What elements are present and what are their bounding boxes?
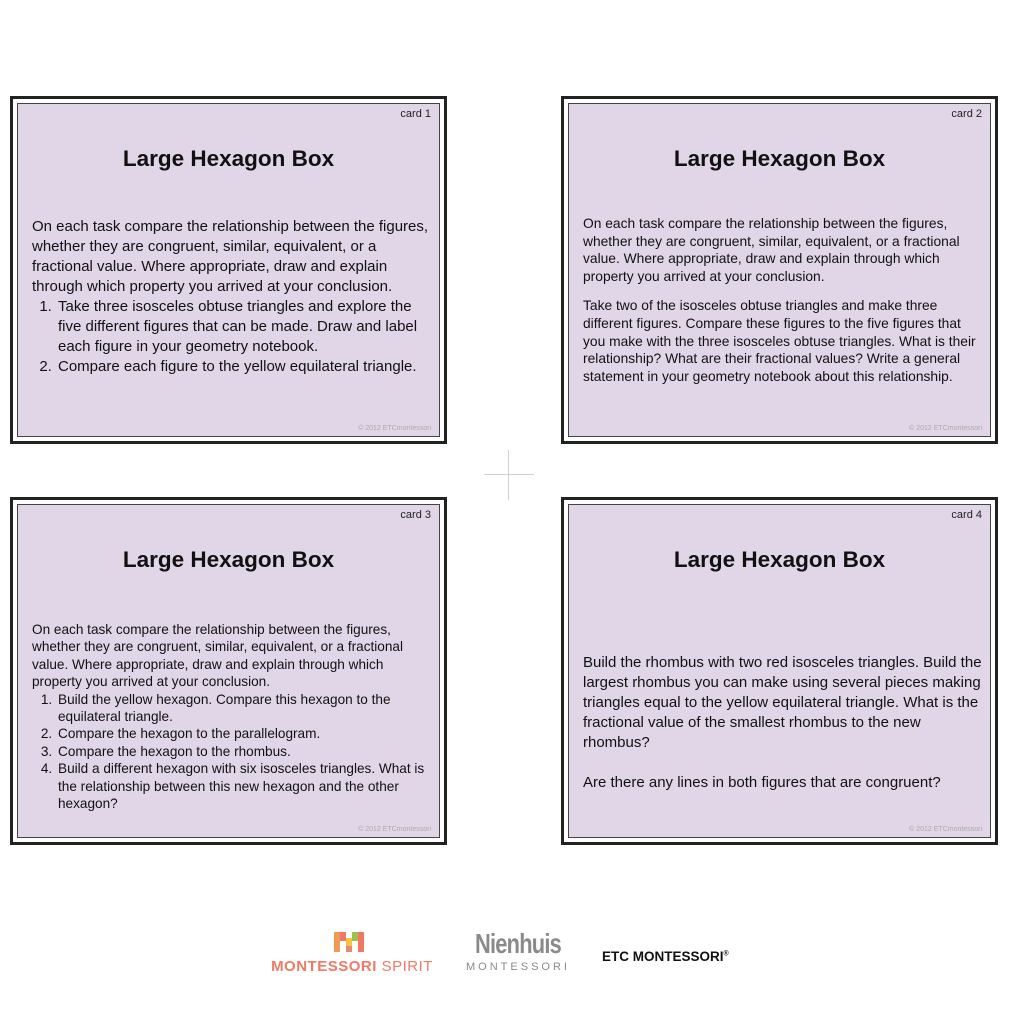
card-title: Large Hexagon Box <box>673 146 886 171</box>
card-body <box>32 217 431 377</box>
card-question: Are there any lines in both figures that are congruent? <box>583 774 941 791</box>
card-paragraph: Take two of the isosceles obtuse triangles and make three different figures. Compare these figures to the five figures that you make with the three isosceles obtuse triangles. What is their relationship? What are their fractional values? Write a general statement in your geometry notebook about this relationship. <box>583 298 976 384</box>
task-item: 3. Compare the hexagon to the rhombus. <box>56 743 431 760</box>
montessori-spirit-mark-icon <box>334 930 370 954</box>
etc-name: ETC MONTESSORI <box>602 949 724 964</box>
crosshair-divider <box>484 450 534 500</box>
card-body <box>583 653 982 793</box>
card-body <box>32 621 431 812</box>
card-intro: On each task compare the relationship between the figures, whether they are congruent, similar, equivalent, or a fractional value. Where appropriate, draw and explain through which property you arrived at your conclusion. <box>32 218 429 295</box>
nienhuis-logo <box>462 930 574 978</box>
nienhuis-subtitle: MONTESSORI <box>466 961 570 973</box>
task-card-2 <box>561 96 998 444</box>
card-number: card 4 <box>951 509 982 521</box>
card-number: card 1 <box>400 108 431 120</box>
wordmark-light: SPIRIT <box>376 958 433 975</box>
task-item: 1. Build the yellow hexagon. Compare this hexagon to the equilateral triangle. <box>56 691 431 726</box>
card-paragraph: Build the rhombus with two red isosceles triangles. Build the largest rhombus you can make using several pieces making triangles equal to the yellow equilateral triangle. What is the fractional value of the smallest rhombus to the new rhombus? <box>583 654 982 751</box>
card-panel <box>17 103 440 437</box>
card-intro: On each task compare the relationship between the figures, whether they are congruent, similar, equivalent, or a fractional value. Where appropriate, draw and explain through which property you arrived at your conclusion. <box>583 216 960 284</box>
etc-montessori-logo <box>602 948 752 970</box>
card-panel <box>568 103 991 437</box>
task-card-4 <box>561 497 998 845</box>
card-title: Large Hexagon Box <box>122 547 335 572</box>
task-card-3 <box>10 497 447 845</box>
task-item: 4. Build a different hexagon with six isosceles triangles. What is the relationship between this new hexagon and the other hexagon? <box>56 760 431 812</box>
montessori-spirit-logo <box>262 928 442 978</box>
card-title: Large Hexagon Box <box>122 146 335 171</box>
copyright-notice: © 2012 ETCmontessori <box>909 425 982 432</box>
card-panel <box>17 504 440 838</box>
card-number: card 2 <box>951 108 982 120</box>
task-item: 2. Compare the hexagon to the parallelogram. <box>56 725 431 742</box>
task-card-1 <box>10 96 447 444</box>
copyright-notice: © 2012 ETCmontessori <box>909 826 982 833</box>
nienhuis-wordmark: Nienhuis <box>475 928 561 959</box>
task-item: 1. Take three isosceles obtuse triangles and explore the five different figures that can be made. Draw and label each figure in your geometry notebook. <box>56 297 431 357</box>
copyright-notice: © 2012 ETCmontessori <box>358 826 431 833</box>
copyright-notice: © 2012 ETCmontessori <box>358 425 431 432</box>
task-list <box>32 297 431 377</box>
task-list <box>32 691 431 813</box>
card-number: card 3 <box>400 509 431 521</box>
registered-mark: ® <box>723 950 729 958</box>
card-body <box>583 215 982 385</box>
task-item: 2. Compare each figure to the yellow equilateral triangle. <box>56 357 431 377</box>
montessori-spirit-wordmark <box>262 958 442 975</box>
wordmark-bold: MONTESSORI <box>271 958 377 975</box>
card-title: Large Hexagon Box <box>673 547 886 572</box>
card-panel <box>568 504 991 838</box>
etc-wordmark <box>602 949 729 964</box>
card-intro: On each task compare the relationship between the figures, whether they are congruent, similar, equivalent, or a fractional value. Where appropriate, draw and explain through which property you arrived at your conclusion. <box>32 622 404 690</box>
